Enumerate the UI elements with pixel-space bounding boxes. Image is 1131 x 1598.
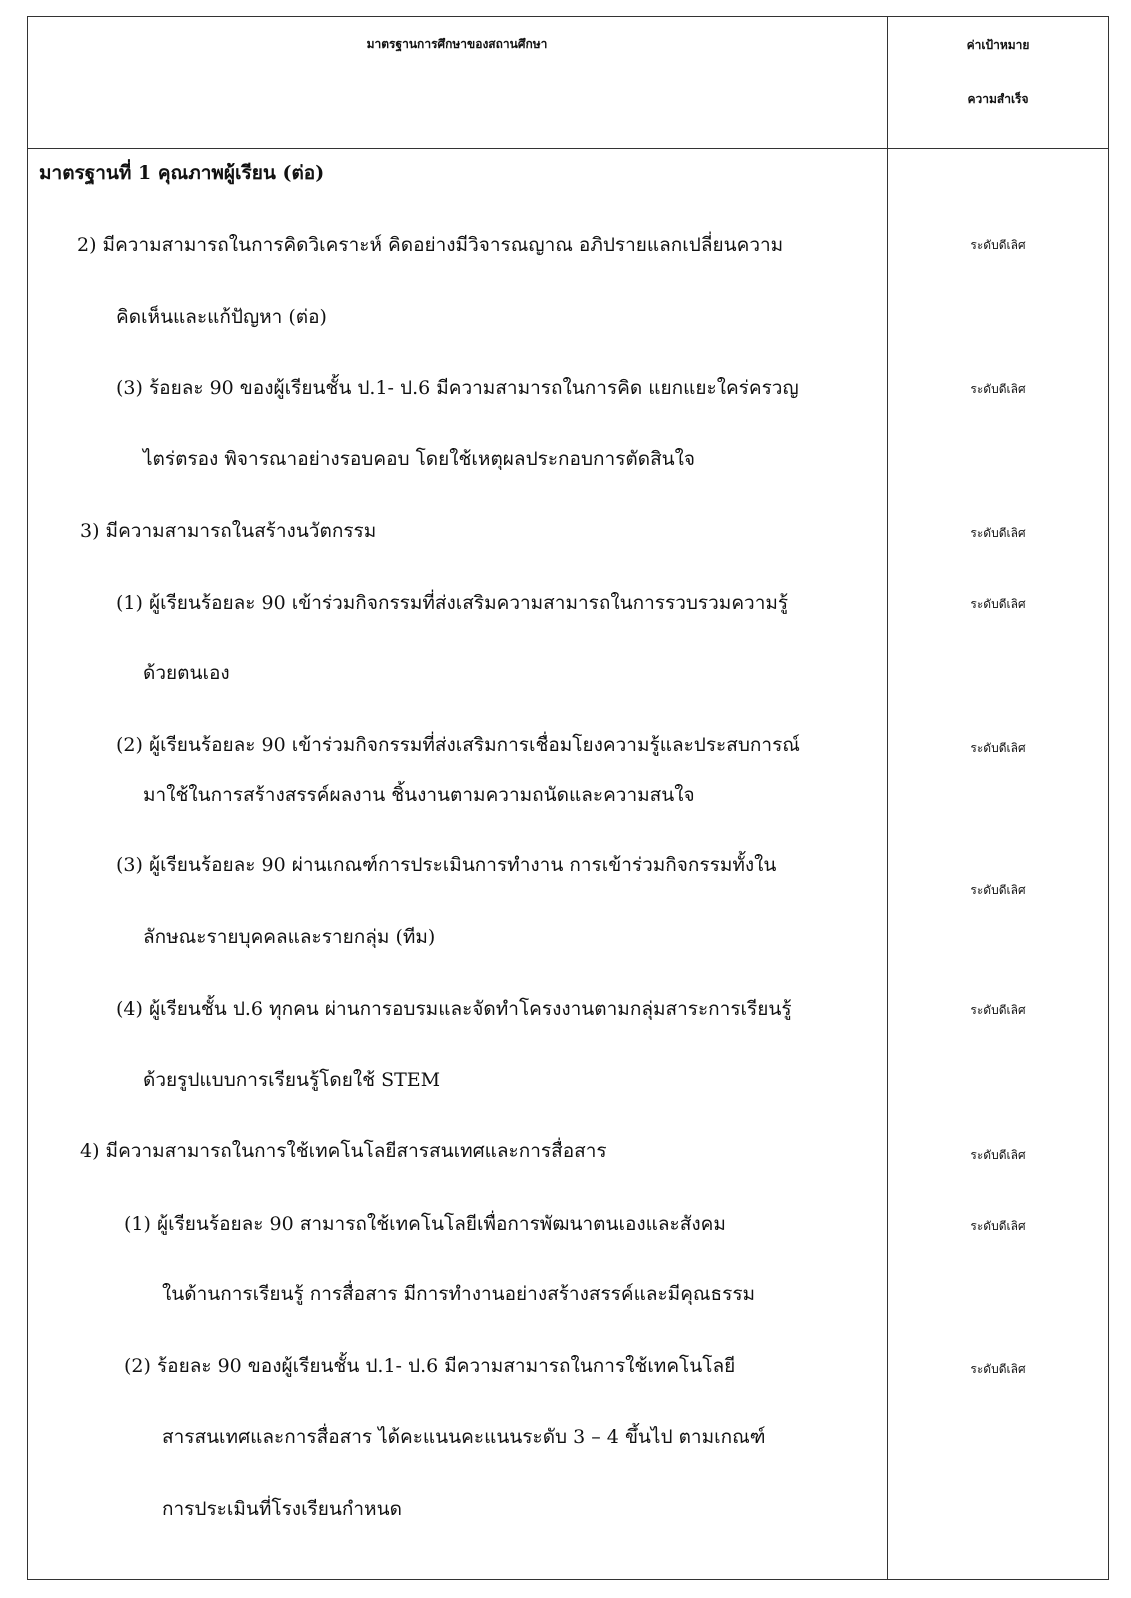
row-7-line1: 4) มีความสามารถในการใช้เทคโนโลยีสารสนเทศและการสื่อสาร [80, 1140, 607, 1162]
header-target-line1: ค่าเป้าหมาย [966, 38, 1030, 52]
row-3-line1: (1) ผู้เรียนร้อยละ 90 เข้าร่วมกิจกรรมที่ส่งเสริมความสามารถในการรวบรวมความรู้ [116, 592, 789, 614]
row-7-target: ระดับดีเลิศ [970, 1148, 1026, 1162]
header-target-line2: ความสำเร็จ [967, 92, 1029, 106]
row-6-line2: ด้วยรูปแบบการเรียนรู้โดยใช้ STEM [143, 1069, 441, 1091]
row-9-target: ระดับดีเลิศ [970, 1362, 1026, 1376]
row-5-line2: ลักษณะรายบุคคลและรายกลุ่ม (ทีม) [143, 926, 436, 948]
header-standard: มาตรฐานการศึกษาของสถานศึกษา [366, 37, 548, 51]
row-8-line2: ในด้านการเรียนรู้ การสื่อสาร มีการทำงานอย่างสร้างสรรค์และมีคุณธรรม [162, 1283, 756, 1305]
row-0-line1: 2) มีความสามารถในการคิดวิเคราะห์ คิดอย่างมีวิจารณญาณ อภิปรายแลกเปลี่ยนความ [77, 234, 784, 256]
header-divider [27, 148, 1109, 149]
section-title: มาตรฐานที่ 1 คุณภาพผู้เรียน (ต่อ) [39, 162, 325, 184]
row-4-line1: (2) ผู้เรียนร้อยละ 90 เข้าร่วมกิจกรรมที่ส่งเสริมการเชื่อมโยงความรู้และประสบการณ์ [116, 734, 800, 756]
row-4-line2: มาใช้ในการสร้างสรรค์ผลงาน ชิ้นงานตามความถนัดและความสนใจ [143, 784, 695, 806]
row-6-line1: (4) ผู้เรียนชั้น ป.6 ทุกคน ผ่านการอบรมและจัดทำโครงงานตามกลุ่มสาระการเรียนรู้ [116, 998, 792, 1020]
column-divider [887, 16, 888, 1580]
row-0-line2: คิดเห็นและแก้ปัญหา (ต่อ) [116, 306, 327, 328]
row-5-line1: (3) ผู้เรียนร้อยละ 90 ผ่านเกณฑ์การประเมินการทำงาน การเข้าร่วมกิจกรรมทั้งใน [116, 854, 777, 876]
row-2-target: ระดับดีเลิศ [970, 526, 1026, 540]
row-9-line3: การประเมินที่โรงเรียนกำหนด [162, 1498, 402, 1520]
row-6-target: ระดับดีเลิศ [970, 1003, 1026, 1017]
row-8-target: ระดับดีเลิศ [970, 1219, 1026, 1233]
row-8-line1: (1) ผู้เรียนร้อยละ 90 สามารถใช้เทคโนโลยีเพื่อการพัฒนาตนเองและสังคม [124, 1213, 726, 1235]
row-5-target: ระดับดีเลิศ [970, 883, 1026, 897]
row-9-line2: สารสนเทศและการสื่อสาร ได้คะแนนคะแนนระดับ 3 – 4 ขึ้นไป ตามเกณฑ์ [162, 1426, 766, 1448]
row-1-target: ระดับดีเลิศ [970, 382, 1026, 396]
row-1-line1: (3) ร้อยละ 90 ของผู้เรียนชั้น ป.1- ป.6 มีความสามารถในการคิด แยกแยะใคร่ครวญ [116, 377, 799, 399]
row-0-target: ระดับดีเลิศ [970, 238, 1026, 252]
row-3-line2: ด้วยตนเอง [143, 662, 230, 684]
row-3-target: ระดับดีเลิศ [970, 597, 1026, 611]
row-2-line1: 3) มีความสามารถในสร้างนวัตกรรม [80, 520, 377, 542]
row-9-line1: (2) ร้อยละ 90 ของผู้เรียนชั้น ป.1- ป.6 มีความสามารถในการใช้เทคโนโลยี [124, 1355, 736, 1377]
row-4-target: ระดับดีเลิศ [970, 741, 1026, 755]
row-1-line2: ไตร่ตรอง พิจารณาอย่างรอบคอบ โดยใช้เหตุผลประกอบการตัดสินใจ [143, 448, 696, 470]
